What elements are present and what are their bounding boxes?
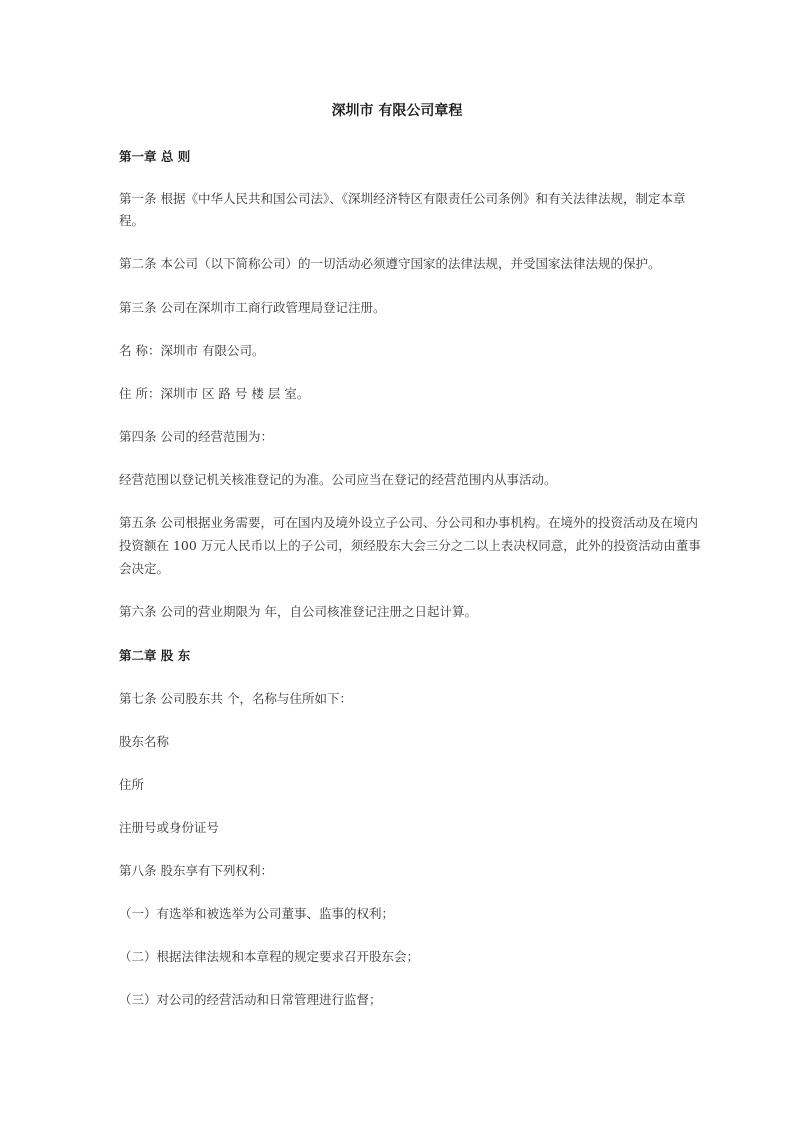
article-3: 第三条 公司在深圳市工商行政管理局登记注册。	[119, 300, 386, 315]
chapter-2-heading: 第二章 股 东	[119, 648, 191, 663]
shareholder-right-3: （三）对公司的经营活动和日常管理进行监督；	[119, 992, 382, 1007]
article-5-line-2: 投资额在 100 万元人民币以上的子公司，须经股东大会三分之二以上表决权同意，此外的投资活动由董事	[119, 538, 701, 553]
article-5-line-3: 会决定。	[119, 561, 170, 576]
company-name-line: 名 称：深圳市 有限公司。	[119, 343, 265, 358]
article-5-line-1: 第五条 公司根据业务需要，可在国内及境外设立子公司、分公司和办事机构。在境外的投资活动及在境内	[119, 515, 698, 530]
article-1-line-2: 程。	[119, 213, 145, 228]
chapter-1-heading: 第一章 总 则	[119, 149, 191, 164]
article-8: 第八条 股东享有下列权利：	[119, 863, 273, 878]
shareholder-right-2: （二）根据法律法规和本章程的规定要求召开股东会；	[119, 949, 420, 964]
article-4: 第四条 公司的经营范围为：	[119, 429, 273, 444]
residence-label: 住所	[119, 777, 145, 792]
shareholder-right-1: （一）有选举和被选举为公司董事、监事的权利；	[119, 906, 395, 921]
business-scope: 经营范围以登记机关核准登记的为准。公司应当在登记的经营范围内从事活动。	[119, 472, 557, 487]
article-2: 第二条 本公司（以下简称公司）的一切活动必须遵守国家的法律法规，并受国家法律法规的保护。	[119, 256, 661, 271]
document-title: 深圳市 有限公司章程	[331, 103, 463, 119]
article-7: 第七条 公司股东共 个，名称与住所如下：	[119, 691, 352, 706]
registration-number-label: 注册号或身份证号	[119, 820, 220, 835]
article-1-line-1: 第一条 根据《中华人民共和国公司法》、《深圳经济特区有限责任公司条例》和有关法律法规，制定本章	[119, 191, 686, 206]
company-address-line: 住 所：深圳市 区 路 号 楼 层 室。	[119, 386, 310, 401]
article-6: 第六条 公司的营业期限为 年，自公司核准登记注册之日起计算。	[119, 604, 477, 619]
shareholder-name-label: 股东名称	[119, 734, 170, 749]
